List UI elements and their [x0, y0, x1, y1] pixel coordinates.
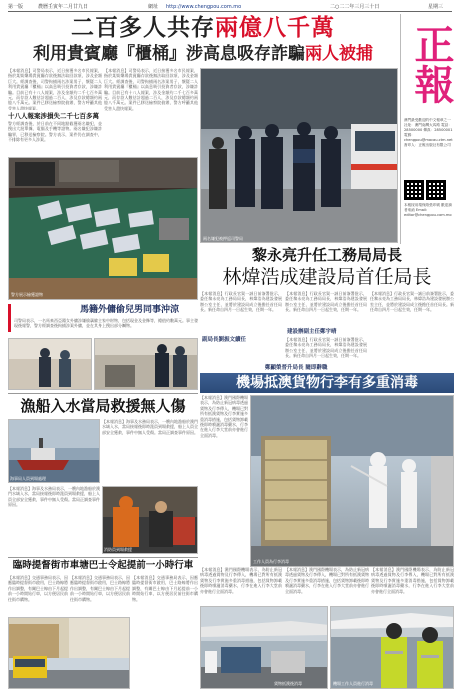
fishing-caption-1: 海事局人員到場處理 — [10, 476, 46, 481]
masthead — [400, 14, 454, 244]
traffic-text-1: 【本報消息】交通事務局表示，因應臨時提督街市啟用，巴士路線將作出調整，有關巴士線由下月起提前一小時開始行車，以方便居民前往街市購物。 — [8, 575, 68, 602]
appointment-text-2: 【本報消息】行政長官賀一誠日前簽署批示，委任黎永亮為工務局局長，林煒浩為建設發展辦公室主任，並將於建設局成立後擔任首任局長。新任命自四月一日起生效，任期一年。 — [285, 291, 367, 313]
airport-cargo-photo — [200, 606, 328, 689]
web-label: 網址 — [148, 4, 159, 10]
theft-text: 司警局表示，一名馬來西亞籍女外傭涉嫌偷竊僱主家中財物，包括現金及金飾等，總值約數萬元。事主發現後報警，警方經調查後拘捕涉案外傭，並在其身上搜出部分贓物。 — [14, 318, 198, 329]
arrest-photo — [200, 68, 398, 243]
evidence-photo-art — [9, 158, 198, 300]
airport-text-3: 【本報消息】澳門國際機場表示，為防止新冠病毒透過貨物及行李傳入，機場已對所有抵澳貨物及行李實施多重消毒措施，包括貨物卸載後即時噴灑消毒藥水，行李在進入行李大堂前亦會進行全面消毒。 — [285, 567, 369, 594]
evidence-photo-caption: 警方展示檢獲證物 — [11, 292, 43, 297]
theft-photo-2 — [94, 338, 198, 390]
fishing-photo-art-1 — [9, 420, 100, 483]
traffic-photo — [8, 617, 130, 689]
lead-subheadline-part: 利用貴賓廳『櫃桶』涉高息吸存詐騙 — [33, 44, 305, 64]
airport-text-2: 【本報消息】澳門國際機場表示，為防止新冠病毒透過貨物及行李傳入，機場已對所有抵澳貨物及行李實施多重消毒措施，包括貨物卸載後即時噴灑消毒藥水，行李在進入行李大堂前亦會進行全面消毒。 — [200, 567, 282, 594]
web-url[interactable]: http://www.chengpou.com.mo — [166, 4, 242, 10]
airport-staff-photo-art — [331, 607, 454, 689]
lead-subheadline — [8, 42, 398, 66]
lead-story-text-3: 【本報消息】司警局表示，近日接獲多名市民報案，指於某娛樂場貴賓廳存款後無法取回款項，涉及金額巨大。經調查後，司警拘捕兩名涉案男子，懷疑二人利用貴賓廳『櫃桶』以高息吸引投資者存款，涉嫌詐騙。目前已有十八人報案，涉及金額約二千七百多萬元，而存款人數估計超過二百人，涉及存款總額約兩億八千萬元。案件已移送檢察院偵辦，警方呼籲其他受害人盡快報案。 — [104, 68, 198, 111]
theft-accent-bar — [8, 304, 11, 332]
fishing-caption-2: 消防員到場救援 — [104, 547, 132, 552]
arrest-photo-caption: 兩名嫌犯被押返司警局 — [203, 236, 243, 241]
lead-story-text: 【本報消息】司警局表示，近日接獲多名市民報案，指於某娛樂場貴賓廳存款後無法取回款項，涉及金額巨大。經調查後，司警拘捕兩名涉案男子，懷疑二人利用貴賓廳『櫃桶』以高息吸引投資者存款，涉嫌詐騙。目前已有十八人報案，涉及金額約二千七百多萬元，而存款人數估計超過二百人，涉及存款總額約兩億八千萬元。案件已移送檢察院偵辦，警方呼籲其他受害人盡快報案。 — [8, 68, 102, 110]
appointment-text-1: 【本報消息】行政長官賀一誠日前簽署批示，委任黎永亮為工務局局長，林煒浩為建設發展辦公室主任，並將於建設局成立後擔任首任局長。新任命自四月一日起生效，任期一年。 — [200, 291, 282, 313]
issue-date: 二○二二年三月三十日 — [330, 4, 380, 10]
airport-text: 【本報消息】澳門國際機場表示，為防止新冠病毒透過貨物及行李傳入，機場已對所有抵澳貨物及行李實施多重消毒措施，包括貨物卸載後即時噴灑消毒藥水，行李在進入行李大堂前亦會進行全面消毒。 — [200, 395, 248, 438]
lead-story-text-2: 警方經調查後，於日前在不同地點截獲兩名嫌犯，並搜出大批單據、電腦及手機等證物。兩名嫌犯涉嫌詐騙罪，已移送檢察院。警方表示，案件仍在調查中，不排除有更多人涉案。 — [8, 121, 102, 143]
appointment-text-4: 【本報消息】行政長官賀一誠日前簽署批示，委任黎永亮為工務局局長，林煒浩為建設發展辦公室主任，並將於建設局成立後擔任首任局長。新任命自四月一日起生效，任期一年。 — [370, 291, 454, 313]
airport-photo — [250, 395, 454, 567]
newspaper-logo: 正報 — [408, 24, 455, 104]
lead-subhead: 十八人報案涉損失二千七百多萬 — [8, 112, 99, 120]
appointment-subhead-1: 副局長劉振文續任 — [202, 337, 247, 343]
fishing-text-1: 【本報消息】海事及水務局表示，一艘內地漁船於澳門水域入水，當局接報後即時派員到場救援，船上人員全部安全獲救，事件中無人受傷。當局正調查事件原因。 — [102, 419, 198, 435]
theft-photo-art-2 — [95, 339, 198, 390]
appointment-headline-2: 林煒浩成建設局首任局長 — [222, 266, 432, 288]
masthead-info: 澳門最受歡迎的中文報章之一 社址：澳門南灣大馬路 電話：28500000 傳真：28500001 電郵：chengpou@macau.ctm.net 督印人：正報出版社有限公司 — [404, 118, 453, 147]
evidence-photo — [8, 157, 198, 300]
qr-code-icon[interactable] — [426, 180, 446, 200]
lead-headline-highlight: 兩億八千萬 — [215, 14, 335, 41]
section-divider — [8, 393, 198, 394]
lead-headline — [8, 14, 398, 42]
fishing-headline: 漁船入水當局救援無人傷 — [20, 397, 186, 415]
traffic-photo-art — [9, 618, 130, 689]
airport-caption-3: 機場工作人員進行消毒 — [333, 681, 373, 686]
page-header-bar — [8, 3, 452, 12]
appointment-subhead-2: 建設辦副主任鄭宇晴 — [287, 329, 337, 335]
qr-code-icon[interactable] — [404, 180, 424, 200]
traffic-text-3: 【本報消息】交通事務局表示，因應臨時提督街市啟用，巴士路線將作出調整，有關巴士線由下月起提前一小時開始行車，以方便居民前往街市購物。 — [132, 575, 198, 602]
page-number: 第一版 — [8, 4, 24, 10]
theft-headline: 馬籍外傭偷兒男同事沖涼 — [80, 305, 180, 315]
theft-photo-art-1 — [9, 339, 92, 390]
airport-caption-2: 貨物抵澳後消毒 — [274, 681, 302, 686]
fishing-photo-2 — [102, 486, 198, 554]
fishing-text-2: 【本報消息】海事及水務局表示，一艘內地漁船於澳門水域入水，當局接報後即時派員到場救援，船上人員全部安全獲救，事件中無人受傷。當局正調查事件原因。 — [8, 486, 100, 508]
airport-text-4: 【本報消息】澳門國際機場表示，為防止新冠病毒透過貨物及行李傳入，機場已對所有抵澳貨物及行李實施多重消毒措施，包括貨物卸載後即時噴灑消毒藥水，行李在進入行李大堂前亦會進行全面消毒。 — [371, 567, 454, 594]
fishing-photo-1 — [8, 419, 100, 483]
lead-headline-part: 二百多人共存 — [71, 14, 215, 41]
section-divider — [8, 557, 198, 558]
lunar-date: 農曆壬寅年二月廿九日 — [38, 4, 89, 10]
airport-staff-photo — [330, 606, 454, 689]
weekday: 星期三 — [428, 4, 444, 10]
traffic-headline: 臨時提督街市車塘巴士令起提前一小時行車 — [12, 560, 194, 571]
theft-photo-1 — [8, 338, 92, 390]
airport-cargo-photo-art — [201, 607, 328, 689]
airport-photo-art — [251, 396, 454, 567]
airport-headline-band: 機場抵澳貨物行李有多重消毒 — [200, 373, 454, 393]
appointment-headline-1: 黎永亮升任工務局局長 — [251, 246, 402, 264]
appointment-text-3: 【本報消息】行政長官賀一誠日前簽署批示，委任黎永亮為工務局局長，林煒浩為建設發展辦公室主任，並將於建設局成立後擔任首任局長。新任命自四月一日起生效，任期一年。 — [285, 337, 367, 359]
appointment-subhead-3: 鄭顯榮晉升局長 隨即辭職 — [265, 365, 328, 371]
masthead-note: 本報採用環保紙張印刷 歡迎讀者來函 Email: editor@chengpou.com.mo — [404, 203, 452, 217]
lead-subheadline-highlight: 兩人被捕 — [305, 44, 373, 64]
fishing-photo-art-2 — [103, 487, 198, 554]
airport-photo-caption: 工作人員為行李消毒 — [253, 559, 289, 564]
traffic-text-2: 【本報消息】交通事務局表示，因應臨時提督街市啟用，巴士路線將作出調整，有關巴士線由下月起提前一小時開始行車，以方便居民前往街市購物。 — [70, 575, 130, 602]
arrest-photo-art — [201, 69, 398, 243]
